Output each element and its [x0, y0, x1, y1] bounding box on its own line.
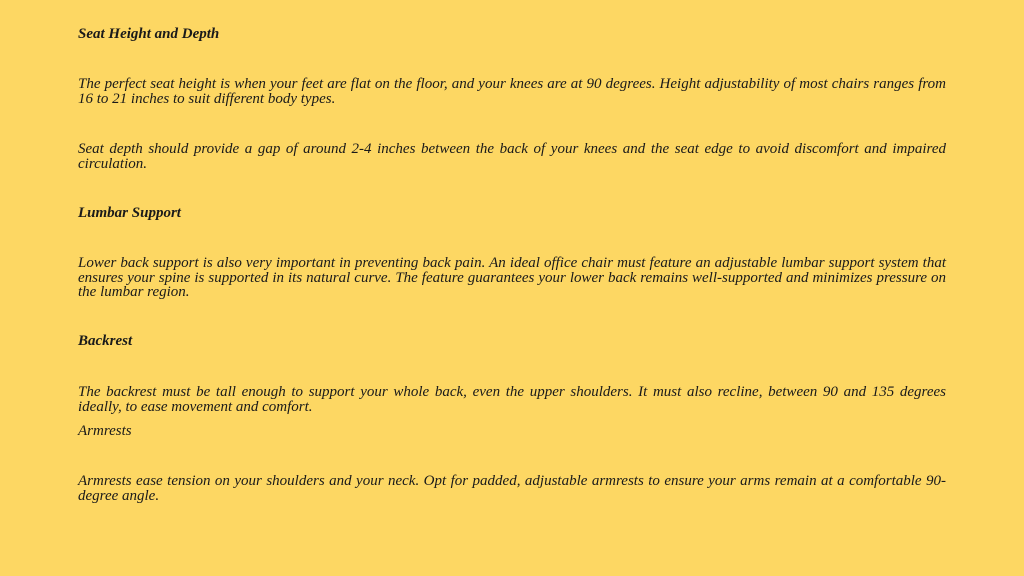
armrests-heading: Armrests	[78, 423, 132, 439]
backrest-paragraph: The backrest must be tall enough to support your whole back, even the upper shoulders. It must also recline, between 90 and 135 degrees ideally, to ease movement and comfort.	[78, 384, 946, 415]
seat-heading: Seat Height and Depth	[78, 26, 220, 42]
seat-height-paragraph: The perfect seat height is when your feet are flat on the floor, and your knees are at 90 degrees. Height adjustability of most chairs ranges from 16 to 21 inches to suit different body types.	[78, 76, 946, 107]
seat-depth-paragraph: Seat depth should provide a gap of around 2-4 inches between the back of your knees and the seat edge to avoid discomfort and impaired circulation.	[78, 141, 946, 172]
backrest-heading: Backrest	[78, 333, 133, 349]
lumbar-paragraph: Lower back support is also very important in preventing back pain. An ideal office chair must feature an adjustable lumbar support system that ensures your spine is supported in its natural curve. The feature guarantees your lower back remains well-supported and minimizes pressure on the lumbar region.	[78, 255, 946, 300]
armrests-paragraph: Armrests ease tension on your shoulders and your neck. Opt for padded, adjustable armrests to ensure your arms remain at a comfortable 90-degree angle.	[78, 473, 946, 504]
lumbar-heading: Lumbar Support	[78, 205, 181, 221]
